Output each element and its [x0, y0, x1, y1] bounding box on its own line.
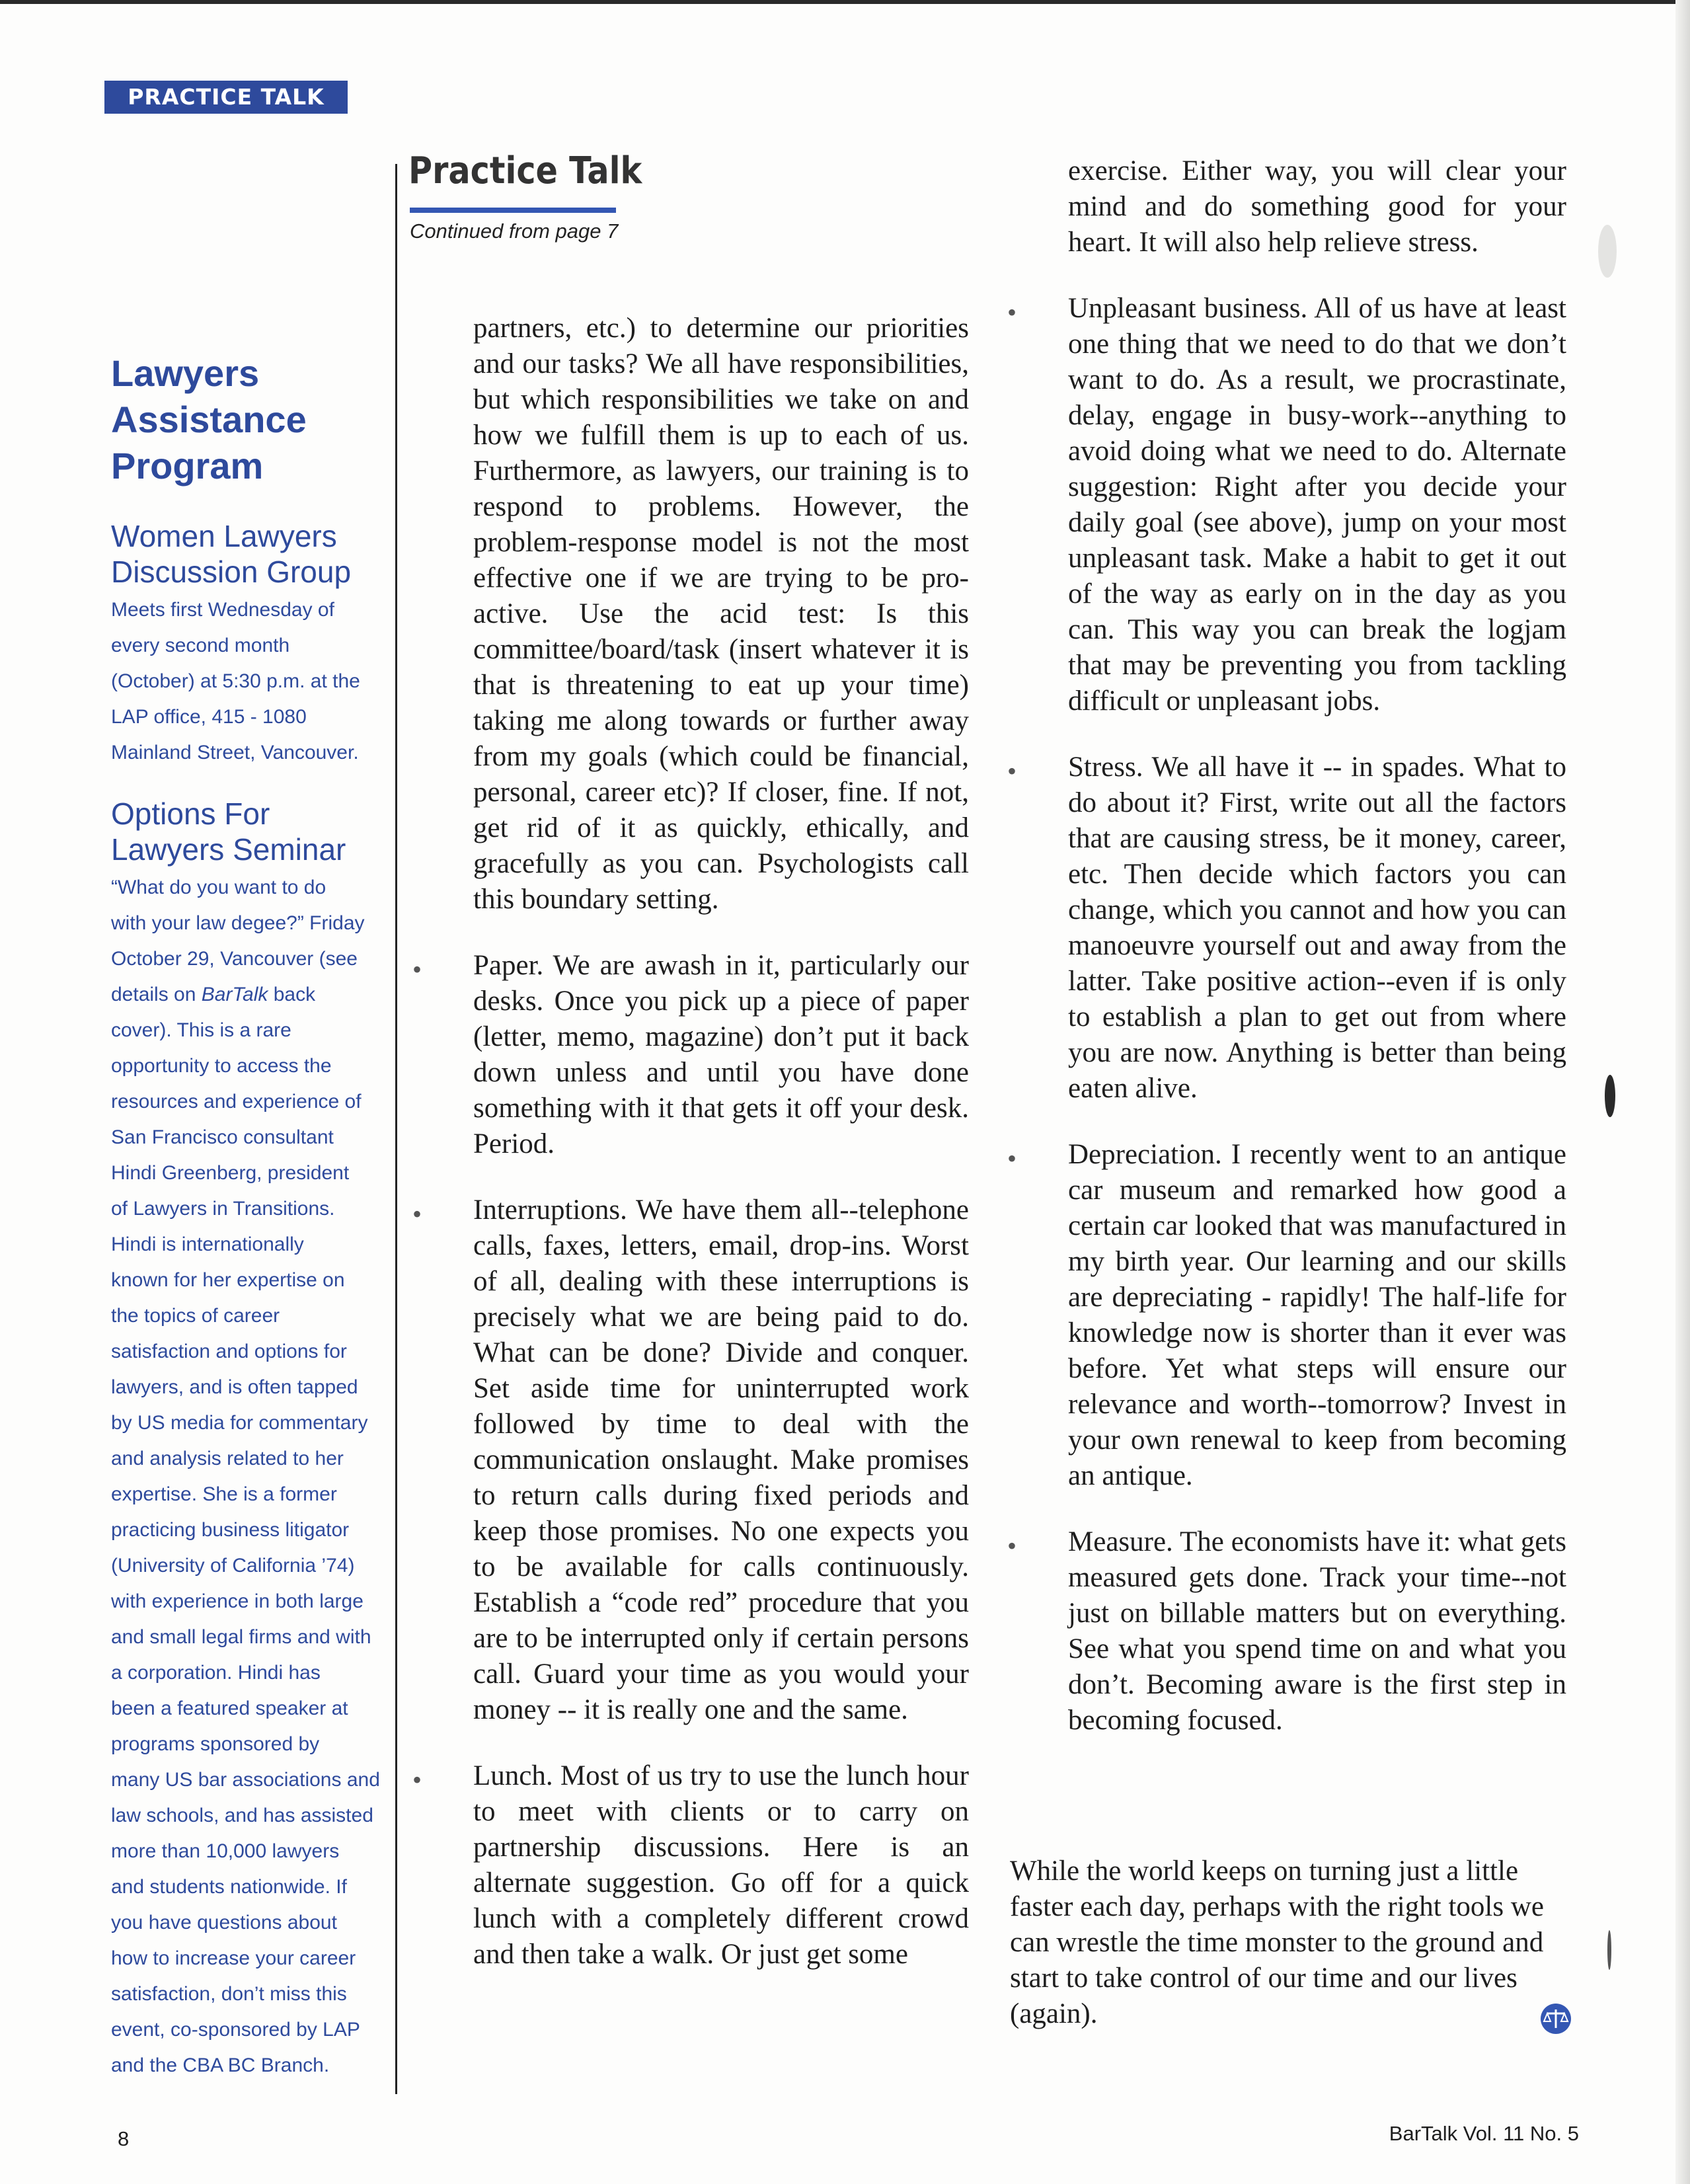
- article-column-2: [412, 311, 969, 1972]
- scan-hole-mark: [1607, 1930, 1611, 1970]
- body-line: how to increase your career: [111, 1947, 356, 1969]
- bullet-dot: •: [412, 1199, 422, 1229]
- bullet-text: Measure. The economists have it: what gets measured gets done. Track your time--not just on billable matters but on everything. See what you spend time on and what you don’t. Becoming aware is the first step in becoming focused.: [1068, 1526, 1566, 1736]
- bullet-item: [412, 1192, 969, 1728]
- scales-logo-icon: [1540, 2003, 1572, 2035]
- bullet-text: Unpleasant business. All of us have at least one thing that we need to do that we don’t want to do. As a result, we procrastinate, delay, engage in busy-work--anything to avoid doing what we need to do. Alternate suggestion: Right after you decide your daily goal (see above), jump on your most unpleasant task. Make a habit to get it out of the way as early on in the day as you can. This way you can break the logjam that may be preventing you from tackling difficult or unpleasant jobs.: [1068, 293, 1566, 717]
- body-line: law schools, and has assisted: [111, 1805, 373, 1826]
- body-line: “What do you want to do: [111, 877, 326, 898]
- body-line: details on BarTalk back: [111, 984, 316, 1005]
- sidebar: [111, 350, 382, 2084]
- bullet-text: Lunch. Most of us try to use the lunch hour to meet with clients or to carry on partnership discussions. Here is an alternate suggestion. Go off for a quick lunch with a completely different crowd and then take a walk. Or just get some: [473, 1760, 969, 1970]
- body-line: Mainland Street, Vancouver.: [111, 742, 359, 763]
- bullet-dot: •: [412, 955, 422, 984]
- body-line: and small legal firms and with: [111, 1626, 371, 1648]
- body-line: resources and experience of: [111, 1091, 362, 1112]
- sidebar-section-body: [111, 592, 382, 771]
- body-line: a corporation. Hindi has: [111, 1662, 321, 1684]
- bullet-dot: •: [1007, 1144, 1017, 1173]
- bullet-item: [1007, 750, 1566, 1107]
- sidebar-title-line: Program: [111, 445, 264, 487]
- sidebar-section-women-lawyers: [111, 518, 382, 771]
- body-line: with experience in both large: [111, 1590, 364, 1612]
- scan-hole-mark: [1605, 1075, 1615, 1117]
- body-line: practicing business litigator: [111, 1519, 350, 1541]
- body-line: Hindi Greenberg, president: [111, 1162, 350, 1184]
- publication-footer: BarTalk Vol. 11 No. 5: [1389, 2122, 1579, 2145]
- bullet-dot: •: [1007, 756, 1017, 786]
- body-line: San Francisco consultant: [111, 1126, 334, 1148]
- body-line: been a featured speaker at: [111, 1697, 348, 1719]
- bullet-text: Paper. We are awash in it, particularly our desks. Once you pick up a piece of paper (letter, memo, magazine) don’t put it back down unless and until you have done something with it that gets it off your desk. Period.: [473, 950, 969, 1159]
- body-line: programs sponsored by: [111, 1733, 320, 1755]
- bullet-item: [1007, 1524, 1566, 1738]
- bullet-dot: •: [1007, 297, 1017, 327]
- body-line: cover). This is a rare: [111, 1019, 291, 1041]
- body-line: of Lawyers in Transitions.: [111, 1198, 335, 1220]
- body-line: by US media for commentary: [111, 1412, 368, 1434]
- body-line: satisfaction and options for: [111, 1341, 347, 1362]
- heading-line: Discussion Group: [111, 555, 352, 589]
- bullet-text: Stress. We all have it -- in spades. What to do about it? First, write out all the factors that are causing stress, be it money, career, etc. Then decide which factors you can change, which you cannot and how you can manoeuvre yourself out and away from the latter. Take positive action--even if is only to establish a plan to get out from where you are now. Anything is better than being eaten alive.: [1068, 752, 1566, 1104]
- bullet-item: [412, 948, 969, 1162]
- body-line: (October) at 5:30 p.m. at the: [111, 670, 360, 692]
- body-line: many US bar associations and: [111, 1769, 380, 1791]
- sidebar-section-heading: [111, 796, 382, 867]
- section-badge: PRACTICE TALK: [104, 81, 348, 114]
- sidebar-title: [111, 350, 382, 489]
- body-line: known for her expertise on: [111, 1269, 345, 1291]
- body-line: expertise. She is a former: [111, 1483, 337, 1505]
- body-line: event, co-sponsored by LAP: [111, 2019, 360, 2041]
- body-line: and the CBA BC Branch.: [111, 2054, 330, 2076]
- body-line: October 29, Vancouver (see: [111, 948, 358, 970]
- scan-edge-right: [1675, 0, 1690, 2184]
- heading-line: Options For: [111, 797, 270, 831]
- scan-hole-mark: [1598, 225, 1617, 278]
- body-line: (University of California ’74): [111, 1555, 355, 1577]
- body-line: LAP office, 415 - 1080: [111, 706, 307, 728]
- bullet-text: Depreciation. I recently went to an antique car museum and remarked how good a certain car looked that was manufactured in my birth year. Our learning and our skills are depreciating - rapidly! The half-life for knowledge now is shorter than it ever was before. Yet what steps will ensure our relevance and worth--tomorrow? Invest in your own renewal to keep from becoming an antique.: [1068, 1139, 1566, 1491]
- heading-line: Women Lawyers: [111, 519, 337, 553]
- bullet-item: [412, 1758, 969, 1972]
- intro-paragraph: partners, etc.) to determine our priorities and our tasks? We all have responsibilities, but which responsibilities we take on and how we fulfill them is up to each of us. Furthermore, as lawyers, our training is to respond to problems. However, the problem-response model is not the most effective one if we are trying to be pro-active. Use the acid test: Is this committee/board/task (insert whatever it is that is threatening to eat up your time) taking me along towards or further away from my goals (which could be financial, personal, career etc)? If closer, fine. If not, get rid of it as quickly, ethically, and gracefully as you can. Psychologists call this boundary setting.: [473, 313, 969, 915]
- body-line: Hindi is internationally: [111, 1233, 304, 1255]
- body-line: every second month: [111, 635, 290, 656]
- continued-from-note: Continued from page 7: [410, 219, 619, 243]
- bullet-text: Interruptions. We have them all--telephone calls, faxes, letters, email, drop-ins. Worst of all, dealing with these interruptions is precisely what we are being paid to do. What can be done? Divide and conquer. Set aside time for uninterrupted work followed by time to deal with the communication onslaught. Make promises to return calls during fixed periods and keep those promises. No one expects you to be available for calls continuously. Establish a “code red” procedure that you are to be interrupted only if certain persons call. Guard your time as you would your money -- it is really one and the same.: [473, 1194, 969, 1725]
- sidebar-title-line: Lawyers: [111, 352, 260, 394]
- column-divider: [395, 164, 397, 2094]
- page-number: 8: [118, 2127, 130, 2150]
- body-line: and analysis related to her: [111, 1448, 344, 1469]
- bullet-dot: •: [412, 1765, 422, 1795]
- sidebar-section-options-seminar: [111, 796, 382, 2084]
- sidebar-section-heading: [111, 518, 382, 590]
- body-line: opportunity to access the: [111, 1055, 332, 1077]
- body-line: more than 10,000 lawyers: [111, 1840, 340, 1862]
- bullet-item: [1007, 1137, 1566, 1494]
- title-underline: [410, 208, 616, 213]
- sidebar-title-line: Assistance: [111, 399, 307, 440]
- body-line: and students nationwide. If: [111, 1876, 347, 1898]
- article-title: Practice Talk: [408, 149, 642, 192]
- article-column-3: [1007, 153, 1566, 1738]
- continued-paragraph: exercise. Either way, you will clear your mind and do something good for your heart. It will also help relieve stress.: [1068, 155, 1566, 258]
- closing-paragraph: While the world keeps on turning just a little faster each day, perhaps with the right tools we can wrestle the time monster to the ground and start to take control of our time and our lives (again).: [1010, 1855, 1544, 2029]
- body-line: lawyers, and is often tapped: [111, 1376, 358, 1398]
- body-line: Meets first Wednesday of: [111, 599, 334, 621]
- body-line: you have questions about: [111, 1912, 337, 1933]
- sidebar-section-body: [111, 870, 382, 2084]
- bullet-item: [1007, 291, 1566, 719]
- body-line: with your law degee?” Friday: [111, 912, 365, 934]
- body-line: the topics of career: [111, 1305, 280, 1327]
- heading-line: Lawyers Seminar: [111, 832, 346, 867]
- body-line: satisfaction, don’t miss this: [111, 1983, 347, 2005]
- bullet-dot: •: [1007, 1531, 1017, 1561]
- scan-edge-top: [0, 0, 1690, 4]
